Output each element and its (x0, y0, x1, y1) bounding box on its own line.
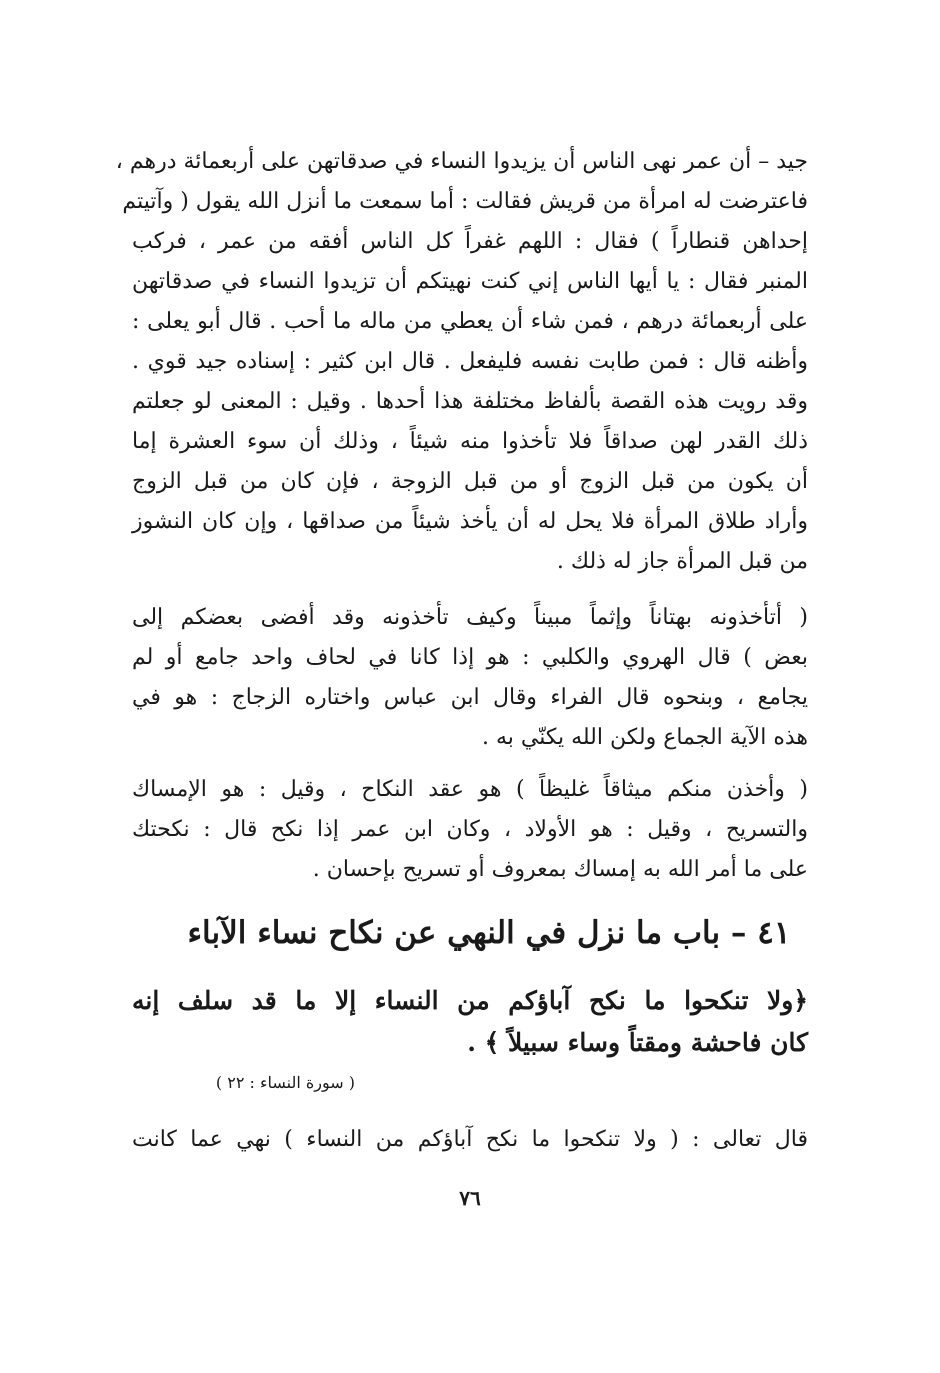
paragraph-1-line-11: من قبل المرأة جاز له ذلك . (556, 549, 808, 574)
paragraph-3-line-3: على ما أمر الله به إمساك بمعروف أو تسريح بإحسان . (312, 857, 808, 882)
paragraph-3-line-2: والتسريح ، وقيل : هو الأولاد ، وكان ابن عمر إذا نكح قال : نكحتك (132, 817, 808, 842)
paragraph-3-line-1: ( وأخذن منكم ميثاقاً غليظاً ) هو عقد النكاح ، وقيل : هو الإمساك (132, 777, 808, 802)
paragraph-1-line-6: وأظنه قال : فمن طابت نفسه فليفعل . قال ابن كثير : إسناده جيد قوي . (132, 349, 808, 374)
paragraph-1-line-10: وأراد طلاق المرأة فلا يحل له أن يأخذ شيئاً من صداقها ، وإن كان النشوز (132, 509, 808, 534)
section-heading: ٤١ – باب ما نزل في النهي عن نكاح نساء الآباء (187, 915, 791, 951)
page-number: ٧٦ (459, 1186, 481, 1210)
paragraph-1-line-2: فاعترضت له امرأة من قريش فقالت : أما سمعت ما أنزل الله يقول ( وآتيتم (122, 189, 808, 214)
paragraph-1-line-9: أن يكون من قبل الزوج أو من قبل الزوجة ، فإن كان من قبل الزوج (132, 469, 808, 494)
paragraph-1-line-5: على أربعمائة درهم ، فمن شاء أن يعطي من ماله ما أحب . قال أبو يعلى : (132, 309, 808, 334)
paragraph-2-line-1: ( أتأخذونه بهتاناً وإثماً مبيناً وكيف تأخذونه وقد أفضى بعضكم إلى (132, 605, 808, 630)
paragraph-1-line-8: ذلك القدر لهن صداقاً فلا تأخذوا منه شيئاً ، وذلك أن سوء العشرة إما (132, 429, 808, 454)
surah-reference: ( سورة النساء : ٢٢ ) (215, 1073, 355, 1092)
commentary-line: قال تعالى : ( ولا تنكحوا ما نكح آباؤكم من النساء ) نهي عما كانت (132, 1127, 808, 1152)
paragraph-2-line-4: هذه الآية الجماع ولكن الله يكنّي به . (481, 725, 808, 750)
paragraph-1-line-7: وقد رويت هذه القصة بألفاظ مختلفة هذا أحدها . وقيل : المعنى لو جعلتم (132, 389, 808, 414)
paragraph-2-line-2: بعض ) قال الهروي والكلبي : هو إذا كانا في لحاف واحد جامع أو لم (132, 645, 808, 670)
paragraph-1-line-1: جيد – أن عمر نهى الناس أن يزيدوا النساء في صدقاتهن على أربعمائة درهم ، (115, 149, 808, 174)
paragraph-1-line-4: المنبر فقال : يا أيها الناس إني كنت نهيتكم أن تزيدوا النساء في صدقاتهن (132, 269, 808, 294)
paragraph-1-line-3: إحداهن قنطاراً ) فقال : اللهم غفراً كل الناس أفقه من عمر ، فركب (132, 229, 808, 254)
paragraph-2-line-3: يجامع ، وبنحوه قال الفراء وقال ابن عباس واختاره الزجاج : هو في (132, 685, 808, 710)
verse-line-1: ﴿ولا تنكحوا ما نكح آباؤكم من النساء إلا ما قد سلف إنه (132, 986, 808, 1015)
verse-line-2: كان فاحشة ومقتاً وساء سبيلاً ﴾ . (467, 1028, 808, 1057)
